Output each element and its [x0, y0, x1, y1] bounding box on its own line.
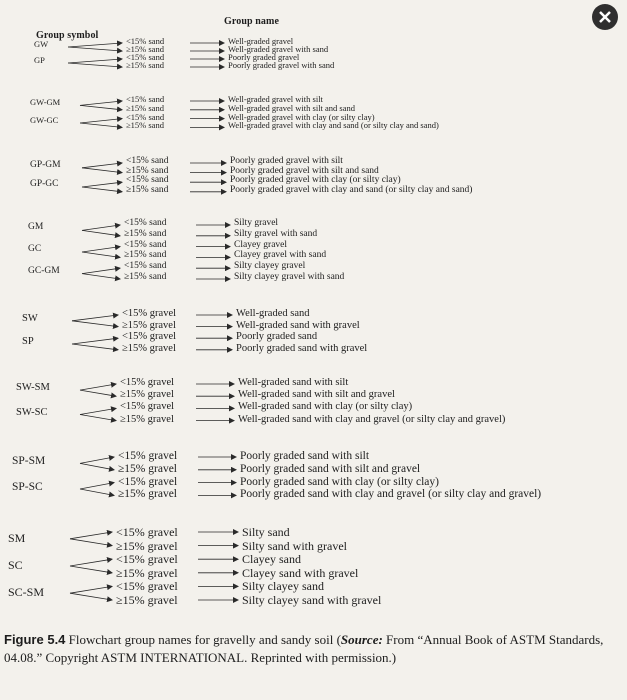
source-label: Source:	[340, 632, 383, 647]
condition-label: <15% gravel	[120, 377, 175, 388]
condition-label: <15% sand	[126, 94, 165, 104]
symbol-to-condition-arrow	[82, 168, 122, 173]
symbol-to-condition-arrow	[80, 457, 114, 463]
group-name: Poorly graded sand with clay and gravel (or silty clay and gravel)	[240, 488, 542, 501]
symbol-to-condition-arrow	[70, 586, 112, 593]
condition-label: ≥15% sand	[126, 120, 164, 131]
group-name: Well-graded gravel with sand	[228, 44, 329, 54]
condition-label: <15% sand	[126, 52, 165, 62]
group-name: Poorly graded gravel with silt	[230, 156, 343, 166]
group-name: Well-graded gravel	[228, 36, 294, 46]
group-name: Well-graded sand with gravel	[236, 319, 360, 331]
condition-label: ≥15% gravel	[120, 413, 174, 425]
condition-label: ≥15% sand	[124, 250, 167, 261]
group-name: Poorly graded gravel with clay and sand (or silty clay and sand)	[230, 184, 473, 195]
group-name: Poorly graded sand with clay (or silty clay)	[240, 475, 439, 488]
group-name: Silty clayey sand	[242, 579, 324, 594]
condition-label: <15% gravel	[122, 308, 177, 319]
group-name: Silty sand	[242, 525, 290, 539]
condition-label: ≥15% sand	[124, 272, 167, 282]
symbol-to-condition-arrow	[70, 532, 112, 539]
condition-label: <15% sand	[126, 36, 165, 46]
condition-label: <15% gravel	[118, 450, 178, 462]
symbol-to-condition-arrow	[80, 390, 116, 396]
group-name: Well-graded sand with clay and gravel (or silty clay and gravel)	[238, 413, 506, 425]
symbol-to-condition-arrow	[80, 408, 116, 414]
group-name: Poorly graded sand with silt	[240, 450, 370, 462]
symbol-to-condition-arrow	[68, 43, 122, 47]
figure-caption: Figure 5.4 Flowchart group names for gravelly and sandy soil (Source: From “Annual Book of ASTM Standards, 04.08.” Copyright ASTM INTERNATIONAL. Reprinted with permission.)	[4, 632, 604, 665]
condition-label: ≥15% gravel	[116, 565, 178, 580]
group-symbol: GW-GM	[30, 97, 61, 108]
condition-label: <15% gravel	[116, 552, 178, 567]
symbol-to-condition-arrow	[82, 247, 120, 252]
condition-label: ≥15% gravel	[118, 488, 177, 501]
group-name: Well-graded gravel with clay (or silty clay)	[228, 111, 375, 122]
condition-label: <15% gravel	[116, 579, 178, 594]
group-name: Poorly graded gravel with sand	[228, 60, 335, 70]
condition-label: ≥15% sand	[126, 102, 164, 113]
group-symbol: SW-SM	[16, 382, 50, 394]
condition-label: <15% gravel	[116, 525, 178, 539]
condition-label: ≥15% gravel	[116, 593, 178, 607]
group-symbol: SC	[8, 558, 23, 572]
group-symbol: GP-GC	[30, 179, 59, 189]
condition-label: <15% sand	[126, 175, 169, 186]
group-symbol: SW-SC	[16, 406, 48, 418]
group-symbol: SC-SM	[8, 585, 45, 600]
condition-label: ≥15% sand	[126, 184, 169, 195]
condition-label: ≥15% sand	[126, 60, 164, 70]
figure-title: Flowchart group names for gravelly and sandy soil	[68, 632, 334, 647]
condition-label: <15% sand	[126, 156, 169, 166]
condition-label: ≥15% sand	[126, 165, 169, 176]
group-symbol: GW	[34, 39, 49, 49]
group-name: Poorly graded sand with silt and gravel	[240, 462, 421, 475]
group-name: Well-graded sand with silt and gravel	[238, 389, 395, 401]
condition-label: <15% gravel	[120, 401, 175, 413]
group-symbol: SP	[22, 336, 34, 347]
symbol-to-condition-arrow	[68, 63, 122, 67]
group-name: Well-graded gravel with silt	[228, 94, 323, 104]
condition-label: ≥15% gravel	[122, 319, 176, 331]
symbol-to-condition-arrow	[68, 47, 122, 51]
condition-label: <15% gravel	[122, 331, 177, 343]
symbol-to-condition-arrow	[72, 344, 118, 350]
symbol-to-condition-arrow	[80, 483, 114, 489]
group-name: Clayey gravel with sand	[234, 250, 327, 261]
symbol-to-condition-arrow	[70, 559, 112, 566]
symbol-to-condition-arrow	[80, 384, 116, 390]
symbol-to-condition-arrow	[80, 463, 114, 469]
symbol-to-condition-arrow	[72, 321, 118, 327]
group-symbol: SP-SM	[12, 455, 46, 468]
group-name: Clayey sand with gravel	[242, 565, 359, 580]
group-name: Silty sand with gravel	[242, 538, 347, 553]
symbol-to-condition-arrow	[72, 315, 118, 321]
symbol-to-condition-arrow	[68, 59, 122, 63]
group-name: Well-graded sand with silt	[238, 377, 349, 388]
condition-label: ≥15% gravel	[122, 342, 176, 354]
group-name: Silty gravel with sand	[234, 228, 318, 239]
symbol-to-condition-arrow	[82, 182, 122, 187]
symbol-to-condition-arrow	[82, 187, 122, 192]
condition-label: <15% gravel	[118, 475, 178, 488]
condition-label: ≥15% gravel	[118, 462, 177, 475]
condition-label: <15% sand	[126, 111, 165, 122]
close-button[interactable]	[592, 4, 618, 30]
group-symbol: GP-GM	[30, 159, 61, 170]
symbol-to-condition-arrow	[82, 230, 120, 235]
group-symbol: GC-GM	[28, 265, 60, 276]
group-symbol: GW-GC	[30, 115, 59, 125]
group-name: Poorly graded gravel	[228, 52, 300, 62]
condition-label: ≥15% sand	[126, 44, 164, 54]
group-name: Silty clayey gravel	[234, 261, 306, 272]
group-name: Well-graded gravel with silt and sand	[228, 102, 356, 113]
group-name: Well-graded sand with clay (or silty clay)	[238, 401, 413, 413]
symbol-to-condition-arrow	[80, 489, 114, 495]
symbol-to-condition-arrow	[82, 252, 120, 257]
symbol-to-condition-arrow	[80, 105, 122, 109]
condition-label: ≥15% gravel	[116, 538, 178, 553]
group-name: Clayey sand	[242, 552, 301, 567]
group-name: Poorly graded sand	[236, 331, 318, 343]
group-name: Silty gravel	[234, 218, 279, 228]
group-symbol-header: Group symbol	[36, 30, 99, 41]
symbol-to-condition-arrow	[82, 268, 120, 273]
group-name: Poorly graded sand with gravel	[236, 342, 368, 354]
group-name-header: Group name	[224, 16, 279, 27]
condition-label: <15% sand	[124, 218, 167, 228]
group-name: Poorly graded gravel with silt and sand	[230, 165, 379, 176]
symbol-to-condition-arrow	[82, 163, 122, 168]
group-symbol: SW	[22, 312, 38, 324]
condition-label: ≥15% sand	[124, 228, 167, 239]
symbol-to-condition-arrow	[70, 593, 112, 600]
close-icon	[592, 4, 618, 30]
group-name: Well-graded gravel with clay and sand (or silty clay and sand)	[228, 120, 439, 131]
symbol-to-condition-arrow	[80, 415, 116, 421]
symbol-to-condition-arrow	[72, 338, 118, 344]
symbol-to-condition-arrow	[70, 539, 112, 546]
condition-label: ≥15% gravel	[120, 389, 174, 401]
group-name: Poorly graded gravel with clay (or silty clay)	[230, 175, 401, 186]
group-symbol: GM	[28, 222, 44, 233]
group-symbol: GC	[28, 244, 42, 254]
group-symbol: GP	[34, 55, 45, 65]
symbol-to-condition-arrow	[80, 119, 122, 123]
symbol-to-condition-arrow	[80, 101, 122, 105]
figure-label: Figure 5.4	[4, 632, 66, 647]
source-text: From “Annual Book of ASTM Standards, 04.08.” Copyright ASTM INTERNATIONAL. Reprinted with permission.)	[4, 632, 604, 665]
group-name: Silty clayey gravel with sand	[234, 272, 345, 282]
group-name: Silty clayey sand with gravel	[242, 593, 382, 607]
symbol-to-condition-arrow	[82, 274, 120, 279]
group-name: Clayey gravel	[234, 239, 288, 250]
group-symbol: SP-SC	[12, 481, 43, 493]
symbol-to-condition-arrow	[70, 566, 112, 573]
symbol-to-condition-arrow	[80, 123, 122, 127]
group-symbol: SM	[8, 530, 26, 545]
condition-label: <15% sand	[124, 239, 167, 250]
condition-label: <15% sand	[124, 261, 167, 272]
group-name: Well-graded sand	[236, 308, 310, 319]
symbol-to-condition-arrow	[82, 225, 120, 230]
